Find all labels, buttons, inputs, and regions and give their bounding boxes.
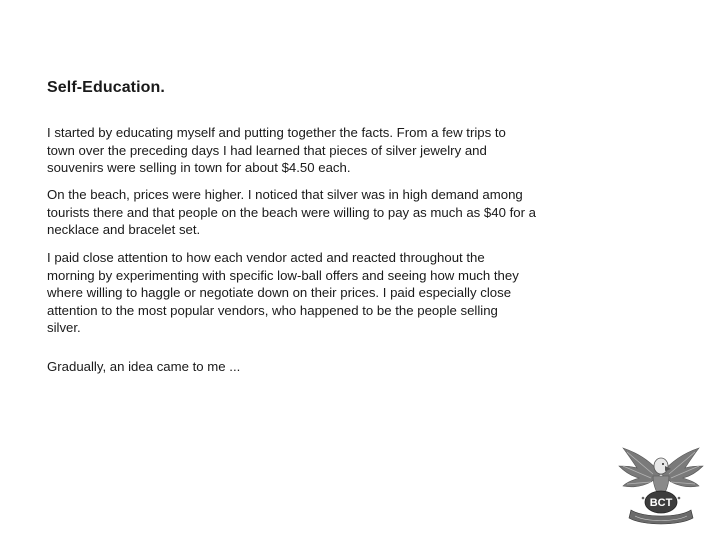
- paragraph-vendor-observation: I paid close attention to how each vendor acted and reacted throughout the morning by experimenting with specific low-ball offers and seeing how much they where willing to haggle or negotiate down on their prices. I paid especially close attention to the most popular vendors, who happened to be the people selling silver.: [47, 250, 519, 335]
- paragraph-idea: Gradually, an idea came to me ...: [47, 359, 241, 374]
- paragraph-self-education: I started by educating myself and putting together the facts. From a few trips to town over the preceding days I had learned that pieces of silver jewelry and souvenirs were selling in town for about $4.50 each.: [47, 125, 506, 175]
- slide-title: Self-Education.: [47, 79, 165, 96]
- eagle-crest-logo-icon: [613, 436, 709, 534]
- logo-text: BCT: [649, 497, 673, 509]
- paragraph-beach-prices: On the beach, prices were higher. I noticed that silver was in high demand among tourists there and that people on the beach were willing to pay as much as $40 for a necklace and bracelet set.: [47, 187, 536, 237]
